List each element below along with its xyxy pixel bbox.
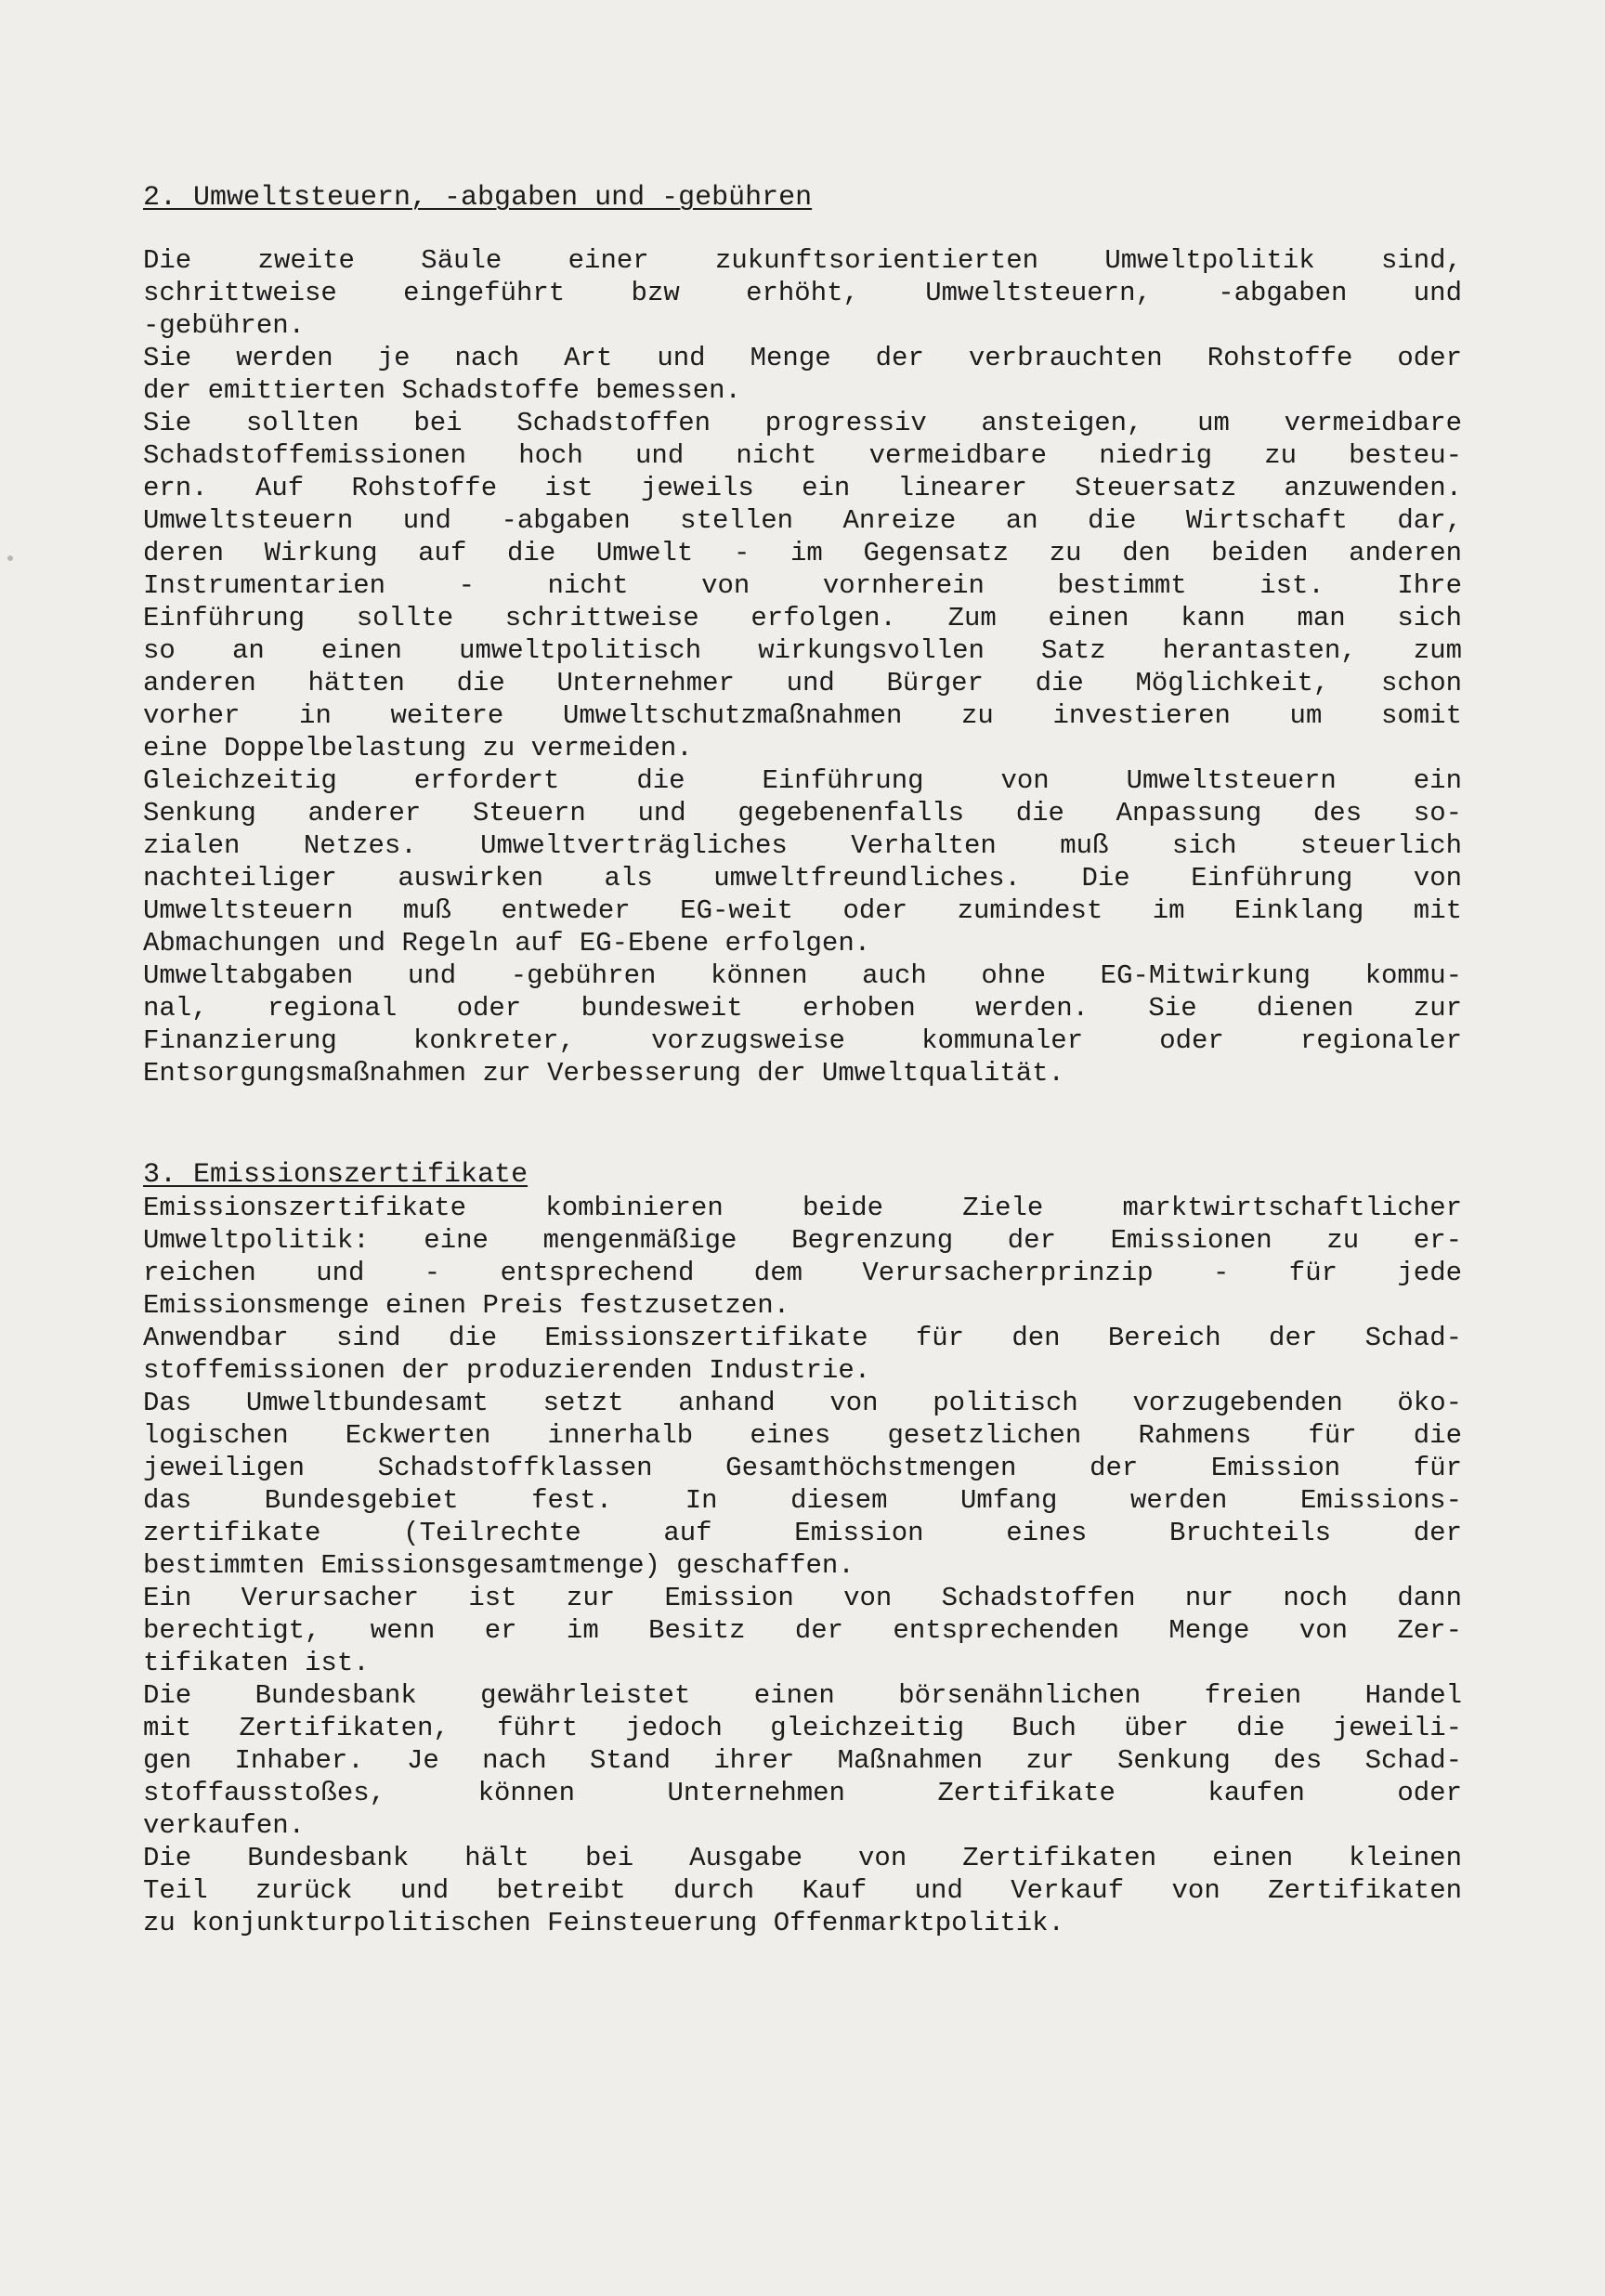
text-line: stoffausstoßes, können Unternehmen Zertifikate kaufen oder (143, 1778, 1462, 1808)
text-line: Sie sollten bei Schadstoffen progressiv ansteigen, um vermeidbare (143, 408, 1462, 438)
text-line: schrittweise eingeführt bzw erhöht, Umweltsteuern, -abgaben und (143, 278, 1462, 308)
section-heading: 3. Emissionszertifikate (143, 1159, 528, 1191)
text-line: Instrumentarien - nicht von vornherein bestimmt ist. Ihre (143, 570, 1462, 601)
text-line: so an einen umweltpolitisch wirkungsvollen Satz herantasten, zum (143, 635, 1462, 666)
text-line: Die Bundesbank hält bei Ausgabe von Zertifikaten einen kleinen (143, 1843, 1462, 1873)
text-line: ern. Auf Rohstoffe ist jeweils ein linearer Steuersatz anzuwenden. (143, 473, 1462, 503)
punch-mark (7, 555, 13, 561)
text-line: Abmachungen und Regeln auf EG-Ebene erfolgen. (143, 928, 871, 959)
text-line: mit Zertifikaten, führt jedoch gleichzeitig Buch über die jeweili- (143, 1713, 1462, 1743)
text-line: Emissionsmenge einen Preis festzusetzen. (143, 1290, 790, 1321)
section-body (143, 1192, 1462, 1939)
section-emissionszertifikate (143, 1159, 1462, 1939)
text-line: Schadstoffemissionen hoch und nicht vermeidbare niedrig zu besteu- (143, 440, 1462, 471)
text-line: Finanzierung konkreter, vorzugsweise kommunaler oder regionaler (143, 1025, 1462, 1056)
section-body (143, 244, 1462, 1089)
text-line: Emissionszertifikate kombinieren beide Ziele marktwirtschaftlicher (143, 1193, 1462, 1223)
text-line: Anwendbar sind die Emissionszertifikate für den Bereich der Schad- (143, 1323, 1462, 1353)
text-line: eine Doppelbelastung zu vermeiden. (143, 733, 693, 763)
section-umweltsteuern (143, 182, 1462, 1089)
text-line: Umweltsteuern und -abgaben stellen Anreize an die Wirtschaft dar, (143, 505, 1462, 536)
text-line: reichen und - entsprechend dem Verursacherprinzip - für jede (143, 1258, 1462, 1288)
text-line: Das Umweltbundesamt setzt anhand von politisch vorzugebenden öko- (143, 1388, 1462, 1418)
text-line: Entsorgungsmaßnahmen zur Verbesserung der Umweltqualität. (143, 1058, 1064, 1089)
text-line: berechtigt, wenn er im Besitz der entsprechenden Menge von Zer- (143, 1615, 1462, 1646)
text-line: zialen Netzes. Umweltverträgliches Verhalten muß sich steuerlich (143, 830, 1462, 861)
text-line: verkaufen. (143, 1810, 306, 1841)
text-line: nal, regional oder bundesweit erhoben werden. Sie dienen zur (143, 993, 1462, 1024)
text-line: zertifikate (Teilrechte auf Emission eines Bruchteils der (143, 1518, 1462, 1548)
text-line: Die zweite Säule einer zukunftsorientierten Umweltpolitik sind, (143, 245, 1462, 276)
text-line: Die Bundesbank gewährleistet einen börsenähnlichen freien Handel (143, 1680, 1462, 1711)
text-line: stoffemissionen der produzierenden Industrie. (143, 1355, 871, 1386)
text-line: -gebühren. (143, 310, 306, 341)
text-line: Umweltabgaben und -gebühren können auch ohne EG-Mitwirkung kommu- (143, 960, 1462, 991)
text-line: anderen hätten die Unternehmer und Bürger die Möglichkeit, schon (143, 668, 1462, 698)
text-line: deren Wirkung auf die Umwelt - im Gegensatz zu den beiden anderen (143, 538, 1462, 568)
text-line: Teil zurück und betreibt durch Kauf und Verkauf von Zertifikaten (143, 1875, 1462, 1906)
text-line: zu konjunkturpolitischen Feinsteuerung Offenmarktpolitik. (143, 1908, 1064, 1938)
text-line: gen Inhaber. Je nach Stand ihrer Maßnahmen zur Senkung des Schad- (143, 1745, 1462, 1776)
text-line: tifikaten ist. (143, 1648, 370, 1678)
text-line: Ein Verursacher ist zur Emission von Schadstoffen nur noch dann (143, 1583, 1462, 1613)
text-line: Gleichzeitig erfordert die Einführung von Umweltsteuern ein (143, 765, 1462, 796)
text-line: jeweiligen Schadstoffklassen Gesamthöchstmengen der Emission für (143, 1453, 1462, 1483)
text-line: Umweltsteuern muß entweder EG-weit oder zumindest im Einklang mit (143, 895, 1462, 926)
text-line: Einführung sollte schrittweise erfolgen. Zum einen kann man sich (143, 603, 1462, 633)
text-line: bestimmten Emissionsgesamtmenge) geschaffen. (143, 1550, 855, 1581)
text-line: nachteiliger auswirken als umweltfreundliches. Die Einführung von (143, 863, 1462, 894)
text-line: Sie werden je nach Art und Menge der verbrauchten Rohstoffe oder (143, 343, 1462, 373)
text-line: der emittierten Schadstoffe bemessen. (143, 375, 741, 406)
text-line: das Bundesgebiet fest. In diesem Umfang werden Emissions- (143, 1485, 1462, 1516)
text-line: logischen Eckwerten innerhalb eines gesetzlichen Rahmens für die (143, 1420, 1462, 1451)
section-heading: 2. Umweltsteuern, -abgaben und -gebühren (143, 182, 813, 214)
text-line: Senkung anderer Steuern und gegebenenfalls die Anpassung des so- (143, 798, 1462, 828)
text-line: Umweltpolitik: eine mengenmäßige Begrenzung der Emissionen zu er- (143, 1225, 1462, 1256)
text-line: vorher in weitere Umweltschutzmaßnahmen zu investieren um somit (143, 700, 1462, 731)
